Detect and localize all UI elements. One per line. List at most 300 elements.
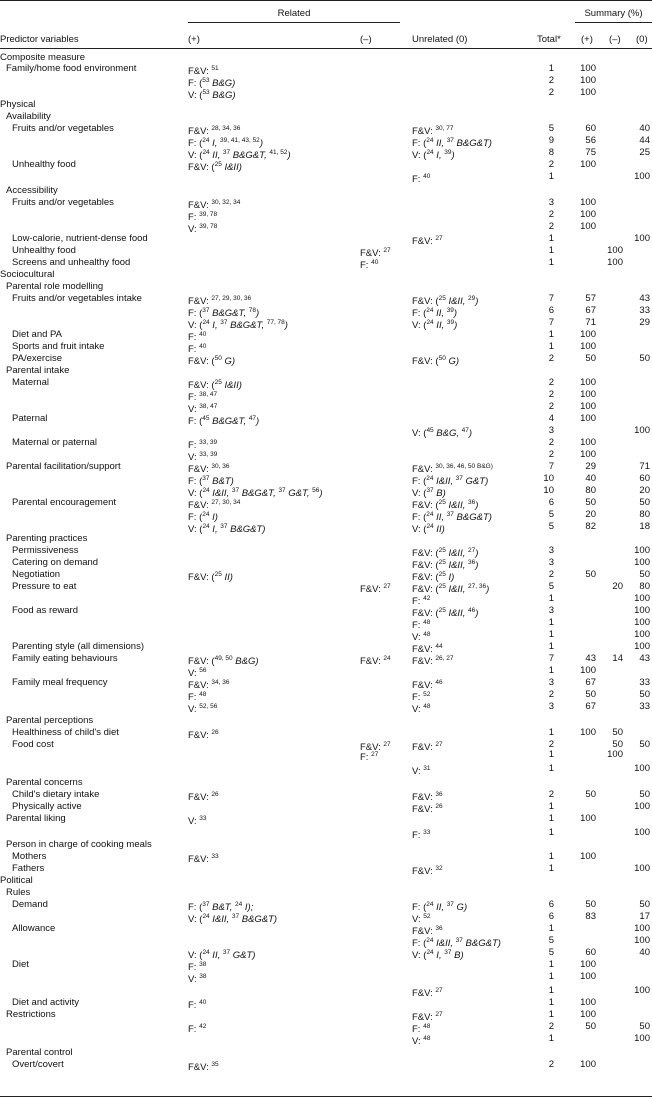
summary-zero-cell: 20	[639, 485, 650, 496]
cite-prefix: F:	[412, 1024, 424, 1035]
related-positive-cell	[188, 1059, 219, 1073]
reference-number: 47	[248, 415, 256, 422]
reference-number: 37	[444, 949, 452, 956]
cite-suffix: )	[468, 428, 473, 439]
unrelated-cell	[412, 171, 430, 185]
cite-suffix: )	[284, 320, 288, 331]
total-cell: 2	[548, 401, 554, 412]
total-cell: 2	[548, 87, 554, 98]
cite-prefix: F:	[412, 596, 424, 607]
cite-prefix: V:	[188, 668, 200, 679]
cite-prefix: F&V:	[412, 644, 436, 655]
related-positive-cell	[188, 789, 219, 803]
cite-prefix: F&V: (	[188, 162, 215, 173]
summary-negative-cell: 100	[607, 257, 623, 268]
cite-prefix: F:	[188, 332, 200, 343]
reference-number: 39, 78	[199, 223, 218, 230]
row-label: Availability	[6, 111, 51, 122]
reference-number: 37	[202, 901, 210, 908]
reference-number: 46	[435, 679, 443, 686]
summary-positive-cell: 50	[585, 353, 596, 364]
col-negative: (–)	[360, 34, 372, 45]
reference-number: 24	[202, 913, 210, 920]
total-cell: 1	[548, 749, 554, 760]
cite-prefix: F&V: (	[412, 296, 439, 307]
cite-suffix: I&II,	[445, 560, 468, 571]
reference-number: 78	[248, 307, 256, 314]
cite-prefix: F: (	[412, 512, 427, 523]
reference-number: 34, 36	[211, 679, 230, 686]
row-label: Parental encouragement	[12, 497, 117, 508]
total-cell: 7	[548, 653, 554, 664]
reference-number: 37	[231, 487, 240, 494]
cite-suffix: )	[255, 308, 260, 319]
summary-zero-cell: 100	[634, 233, 650, 244]
table-body	[0, 52, 652, 1092]
cite-suffix: I&II,	[209, 488, 232, 499]
row-label: Permissiveness	[12, 545, 79, 556]
total-cell: 7	[548, 461, 554, 472]
reference-number: 33	[199, 815, 207, 822]
cite-prefix: F&V:	[412, 464, 436, 475]
cite-prefix: V: (	[188, 488, 203, 499]
summary-zero-cell: 50	[639, 497, 650, 508]
row-label: Family meal frequency	[12, 677, 108, 688]
cite-prefix: F&V: (	[412, 608, 439, 619]
reference-number: 48	[199, 691, 207, 698]
reference-number: 28, 34, 36	[211, 125, 241, 132]
cite-prefix: F:	[412, 830, 424, 841]
cite-suffix: B)	[433, 488, 446, 499]
related-negative-cell	[360, 581, 391, 595]
cite-prefix: F&V:	[412, 792, 436, 803]
reference-number: 27	[435, 235, 443, 242]
summary-zero-cell: 100	[634, 557, 650, 568]
cite-prefix: F&V:	[412, 804, 436, 815]
reference-number: 39, 78	[199, 211, 218, 218]
summary-positive-cell: 67	[585, 701, 596, 712]
cite-suffix: B&G&T)	[227, 524, 266, 535]
summary-positive-cell: 100	[580, 377, 596, 388]
summary-zero-cell: 50	[639, 689, 650, 700]
cite-prefix: F&V: (	[188, 656, 215, 667]
cite-prefix: F: (	[412, 938, 427, 949]
cite-prefix: F&V:	[360, 584, 384, 595]
summary-zero-cell: 100	[634, 763, 650, 774]
reference-number: 25	[438, 583, 446, 590]
reference-number: 32	[435, 865, 443, 872]
reference-number: 38, 47	[199, 391, 218, 398]
cite-prefix: F&V:	[188, 66, 212, 77]
total-cell: 2	[548, 1021, 554, 1032]
reference-number: 27	[383, 583, 391, 590]
reference-number: 24	[202, 511, 210, 518]
summary-header: Summary (%)	[584, 8, 643, 19]
total-cell: 3	[548, 545, 554, 556]
related-positive-cell	[188, 727, 219, 741]
summary-positive-cell: 100	[580, 221, 596, 232]
row-label: Maternal or paternal	[12, 437, 98, 448]
cite-prefix: F&V:	[412, 126, 436, 137]
total-cell: 6	[548, 305, 554, 316]
cite-suffix: I,	[209, 524, 221, 535]
cite-prefix: F&V: (	[188, 380, 215, 391]
summary-positive-cell: 100	[580, 341, 596, 352]
reference-number: 33, 39	[199, 439, 218, 446]
total-cell: 3	[548, 677, 554, 688]
reference-number: 24	[426, 307, 434, 314]
reference-number: 48	[423, 703, 431, 710]
summary-positive-cell: 100	[580, 437, 596, 448]
related-positive-cell	[188, 569, 233, 583]
reference-number: 40	[199, 999, 207, 1006]
cite-prefix: F&V:	[188, 500, 212, 511]
cite-suffix: I,	[209, 320, 221, 331]
row-label: Diet and activity	[12, 997, 80, 1008]
summary-zero-cell: 100	[634, 605, 650, 616]
total-cell: 1	[548, 827, 554, 838]
summary-positive-cell: 100	[580, 449, 596, 460]
reference-number: 41, 52	[269, 149, 288, 156]
cite-suffix: B&G,	[433, 428, 462, 439]
summary-zero-cell: 50	[639, 739, 650, 750]
summary-zero-cell: 40	[639, 947, 650, 958]
total-cell: 1	[548, 1033, 554, 1044]
cite-suffix: B&T,	[209, 902, 236, 913]
cite-suffix: B&G&T)	[453, 512, 492, 523]
reference-number: 24	[202, 949, 210, 956]
cite-suffix: II,	[209, 150, 223, 161]
reference-number: 40	[199, 331, 207, 338]
related-negative-cell	[360, 749, 378, 763]
summary-zero-cell: 100	[634, 629, 650, 640]
reference-number: 37	[202, 307, 210, 314]
table-header-columns	[0, 22, 652, 48]
summary-positive-cell: 60	[585, 123, 596, 134]
reference-number: 77, 78	[266, 319, 285, 326]
total-cell: 2	[548, 569, 554, 580]
unrelated-cell	[412, 233, 443, 247]
reference-number: 27	[435, 1011, 443, 1018]
cite-prefix: V: (	[188, 950, 203, 961]
cite-prefix: V: (	[188, 150, 203, 161]
reference-number: 33, 39	[199, 451, 218, 458]
total-cell: 1	[548, 763, 554, 774]
row-label: Parenting style (all dimensions)	[12, 641, 145, 652]
reference-number: 37	[446, 901, 454, 908]
reference-number: 37	[455, 475, 463, 482]
reference-number: 24	[202, 523, 210, 530]
reference-number: 39	[446, 307, 454, 314]
cite-suffix: B&G&T,	[230, 150, 270, 161]
cite-prefix: F&V:	[412, 988, 436, 999]
reference-number: 48	[423, 1023, 431, 1030]
unrelated-cell	[412, 701, 431, 715]
reference-number: 37	[231, 913, 240, 920]
total-cell: 5	[548, 509, 554, 520]
cite-suffix: II,	[433, 308, 447, 319]
total-cell: 1	[548, 851, 554, 862]
unrelated-cell	[412, 147, 455, 161]
cite-suffix: I&II)	[221, 380, 242, 391]
cite-suffix: I&II,	[445, 500, 468, 511]
summary-positive-cell: 50	[585, 899, 596, 910]
summary-positive-cell: 100	[580, 329, 596, 340]
cite-prefix: F: (	[188, 476, 203, 487]
reference-number: 24	[426, 901, 434, 908]
cite-suffix: G)	[445, 356, 460, 367]
row-label: Sports and fruit intake	[12, 341, 105, 352]
cite-suffix: B&G)	[232, 656, 259, 667]
total-cell: 5	[548, 947, 554, 958]
cite-suffix: B&G)	[209, 78, 236, 89]
col-total: Total*	[537, 34, 561, 45]
reference-number: 24	[426, 319, 434, 326]
cite-prefix: F: (	[188, 138, 203, 149]
summary-zero-cell: 100	[634, 985, 650, 996]
cite-prefix: F: (	[188, 416, 203, 427]
cite-prefix: F: (	[412, 902, 427, 913]
summary-zero-cell: 100	[634, 863, 650, 874]
reference-number: 47	[461, 427, 469, 434]
total-cell: 1	[548, 245, 554, 256]
summary-positive-cell: 100	[580, 727, 596, 738]
reference-number: 27	[435, 987, 443, 994]
summary-positive-cell: 20	[585, 509, 596, 520]
summary-positive-cell: 43	[585, 653, 596, 664]
reference-number: 37	[220, 319, 228, 326]
unrelated-cell	[412, 653, 453, 667]
cite-suffix: I,	[433, 150, 445, 161]
total-cell: 2	[548, 209, 554, 220]
summary-positive-cell: 100	[580, 851, 596, 862]
row-label: Demand	[12, 899, 48, 910]
reference-number: 53	[202, 77, 210, 84]
cite-prefix: V:	[412, 914, 424, 925]
cite-prefix: F:	[188, 392, 200, 403]
related-negative-cell	[360, 653, 391, 667]
cite-prefix: V: (	[412, 524, 427, 535]
total-cell: 2	[548, 689, 554, 700]
total-cell: 2	[548, 221, 554, 232]
total-cell: 1	[548, 985, 554, 996]
reference-number: 26	[211, 729, 219, 736]
cite-suffix: B&G&T)	[239, 914, 278, 925]
summary-positive-cell: 80	[585, 485, 596, 496]
total-cell: 10	[543, 485, 554, 496]
unrelated-cell	[412, 985, 443, 999]
summary-zero-cell: 43	[639, 653, 650, 664]
cite-suffix: I&II,	[209, 914, 232, 925]
cite-suffix: B&T)	[209, 476, 234, 487]
cite-prefix: F:	[360, 260, 372, 271]
summary-positive-cell: 29	[585, 461, 596, 472]
summary-zero-cell: 33	[639, 701, 650, 712]
summary-positive-cell: 56	[585, 135, 596, 146]
summary-negative-cell: 100	[607, 749, 623, 760]
row-label: Child's dietary intake	[12, 789, 100, 800]
summary-positive-cell: 100	[580, 75, 596, 86]
reference-number: 24	[202, 319, 210, 326]
related-positive-cell	[188, 851, 219, 865]
cite-suffix: II,	[433, 320, 447, 331]
row-label: Food cost	[12, 739, 54, 750]
total-cell: 4	[548, 413, 554, 424]
total-cell: 1	[548, 171, 554, 182]
summary-positive-cell: 100	[580, 87, 596, 98]
row-label: Parental role modelling	[6, 281, 104, 292]
total-cell: 6	[548, 899, 554, 910]
total-cell: 2	[548, 377, 554, 388]
reference-number: 45	[202, 415, 210, 422]
row-label: Paternal	[12, 413, 48, 424]
cite-suffix: )	[475, 560, 479, 571]
cite-suffix: B)	[451, 950, 464, 961]
reference-number: 24	[426, 137, 434, 144]
cite-prefix: F&V:	[412, 866, 436, 877]
cite-suffix: G&T)	[462, 476, 489, 487]
cite-prefix: F&V:	[360, 248, 384, 259]
summary-positive-cell: 75	[585, 147, 596, 158]
row-label: Parental control	[6, 1047, 73, 1058]
summary-positive-cell: 57	[585, 293, 596, 304]
summary-zero-cell: 100	[634, 935, 650, 946]
reference-number: B&G)	[475, 463, 493, 470]
cite-prefix: F&V:	[188, 730, 212, 741]
row-label: Fruits and/or vegetables	[12, 123, 114, 134]
summary-zero-cell: 100	[634, 545, 650, 556]
cite-suffix: I)	[445, 572, 455, 583]
summary-positive-cell: 50	[585, 569, 596, 580]
cite-prefix: F&V:	[188, 680, 212, 691]
reference-number: 31	[423, 765, 431, 772]
reference-number: 26	[211, 791, 219, 798]
top-rule	[0, 0, 652, 1]
cite-prefix: F&V:	[188, 126, 212, 137]
reference-number: 24	[202, 137, 210, 144]
reference-number: 25	[438, 295, 446, 302]
total-cell: 1	[548, 801, 554, 812]
cite-suffix: I&II,	[445, 296, 468, 307]
cite-prefix: F:	[412, 620, 424, 631]
cite-prefix: F: (	[412, 138, 427, 149]
related-positive-cell	[188, 521, 265, 535]
row-label: PA/exercise	[12, 353, 62, 364]
reference-number: 24	[426, 149, 434, 156]
related-positive-cell	[188, 87, 236, 101]
cite-suffix: )	[454, 320, 458, 331]
summary-positive-cell: 100	[580, 209, 596, 220]
reference-number: 26, 27	[435, 655, 454, 662]
total-cell: 3	[548, 425, 554, 436]
total-cell: 2	[548, 449, 554, 460]
reference-number: 36	[435, 791, 443, 798]
reference-number: 35	[211, 1061, 219, 1068]
total-cell: 5	[548, 521, 554, 532]
cite-suffix: I&II)	[221, 162, 242, 173]
reference-number: 44	[435, 643, 443, 650]
cite-suffix: I&II,	[445, 548, 468, 559]
reference-number: 27	[383, 741, 391, 748]
cite-prefix: F&V: (	[188, 356, 215, 367]
summary-zero-cell: 100	[634, 923, 650, 934]
cite-prefix: F&V:	[188, 1062, 212, 1073]
cite-prefix: F:	[188, 1024, 200, 1035]
reference-number: 36	[468, 499, 476, 506]
summary-zero-cell: 50	[639, 789, 650, 800]
reference-number: 53	[202, 89, 210, 96]
total-cell: 1	[548, 63, 554, 74]
cite-suffix: B&G&T,	[239, 488, 279, 499]
summary-positive-cell: 100	[580, 959, 596, 970]
total-cell: 1	[548, 997, 554, 1008]
cite-prefix: F&V:	[360, 656, 384, 667]
cite-prefix: F&V:	[412, 236, 436, 247]
total-cell: 1	[548, 641, 554, 652]
reference-number: 48	[423, 1035, 431, 1042]
total-cell: 2	[548, 789, 554, 800]
row-label: Person in charge of cooking meals	[6, 839, 152, 850]
reference-number: 30, 77	[435, 125, 454, 132]
summary-zero-cell: 100	[634, 641, 650, 652]
cite-prefix: V:	[188, 816, 200, 827]
cite-suffix: )	[259, 138, 263, 149]
summary-positive-cell: 60	[585, 947, 596, 958]
reference-number: 50	[214, 355, 222, 362]
cite-prefix: F&V:	[360, 742, 384, 753]
reference-number: 48	[423, 631, 431, 638]
total-cell: 1	[548, 1009, 554, 1020]
total-cell: 1	[548, 629, 554, 640]
reference-number: 25	[438, 571, 446, 578]
row-label: Parenting practices	[6, 533, 88, 544]
reference-number: 37	[455, 937, 463, 944]
reference-number: 25	[214, 379, 222, 386]
reference-number: 27	[468, 547, 476, 554]
cite-prefix: F:	[188, 344, 200, 355]
reference-number: 24	[426, 949, 434, 956]
cite-suffix: )	[451, 150, 455, 161]
row-label: Parental liking	[6, 813, 66, 824]
total-cell: 1	[548, 341, 554, 352]
summary-positive-cell: 100	[580, 159, 596, 170]
cite-prefix: V:	[188, 224, 200, 235]
cite-prefix: V: (	[412, 488, 427, 499]
summary-zero-cell: 50	[639, 569, 650, 580]
total-cell: 2	[548, 1059, 554, 1070]
cite-prefix: F:	[188, 692, 200, 703]
row-label: Composite measure	[0, 52, 86, 63]
total-cell: 7	[548, 293, 554, 304]
related-positive-cell	[188, 1021, 206, 1035]
reference-number: 30, 36	[211, 463, 230, 470]
cite-suffix: B&G&T)	[462, 938, 501, 949]
summary-negative-cell: 50	[612, 739, 623, 750]
reference-number: 40	[423, 173, 431, 180]
summary-positive-cell: 40	[585, 473, 596, 484]
cite-suffix: B&G&T,	[209, 308, 249, 319]
cite-suffix: G&T,	[285, 488, 313, 499]
row-label: Restrictions	[6, 1009, 56, 1020]
cite-prefix: V: (	[188, 914, 203, 925]
summary-zero-cell: 17	[639, 911, 650, 922]
row-label: Physical	[0, 99, 36, 110]
cite-prefix: F&V:	[188, 854, 212, 865]
total-cell: 8	[548, 147, 554, 158]
reference-number: 27, 30, 34	[211, 499, 241, 506]
cite-prefix: V:	[188, 404, 200, 415]
row-label: Overt/covert	[12, 1059, 64, 1070]
